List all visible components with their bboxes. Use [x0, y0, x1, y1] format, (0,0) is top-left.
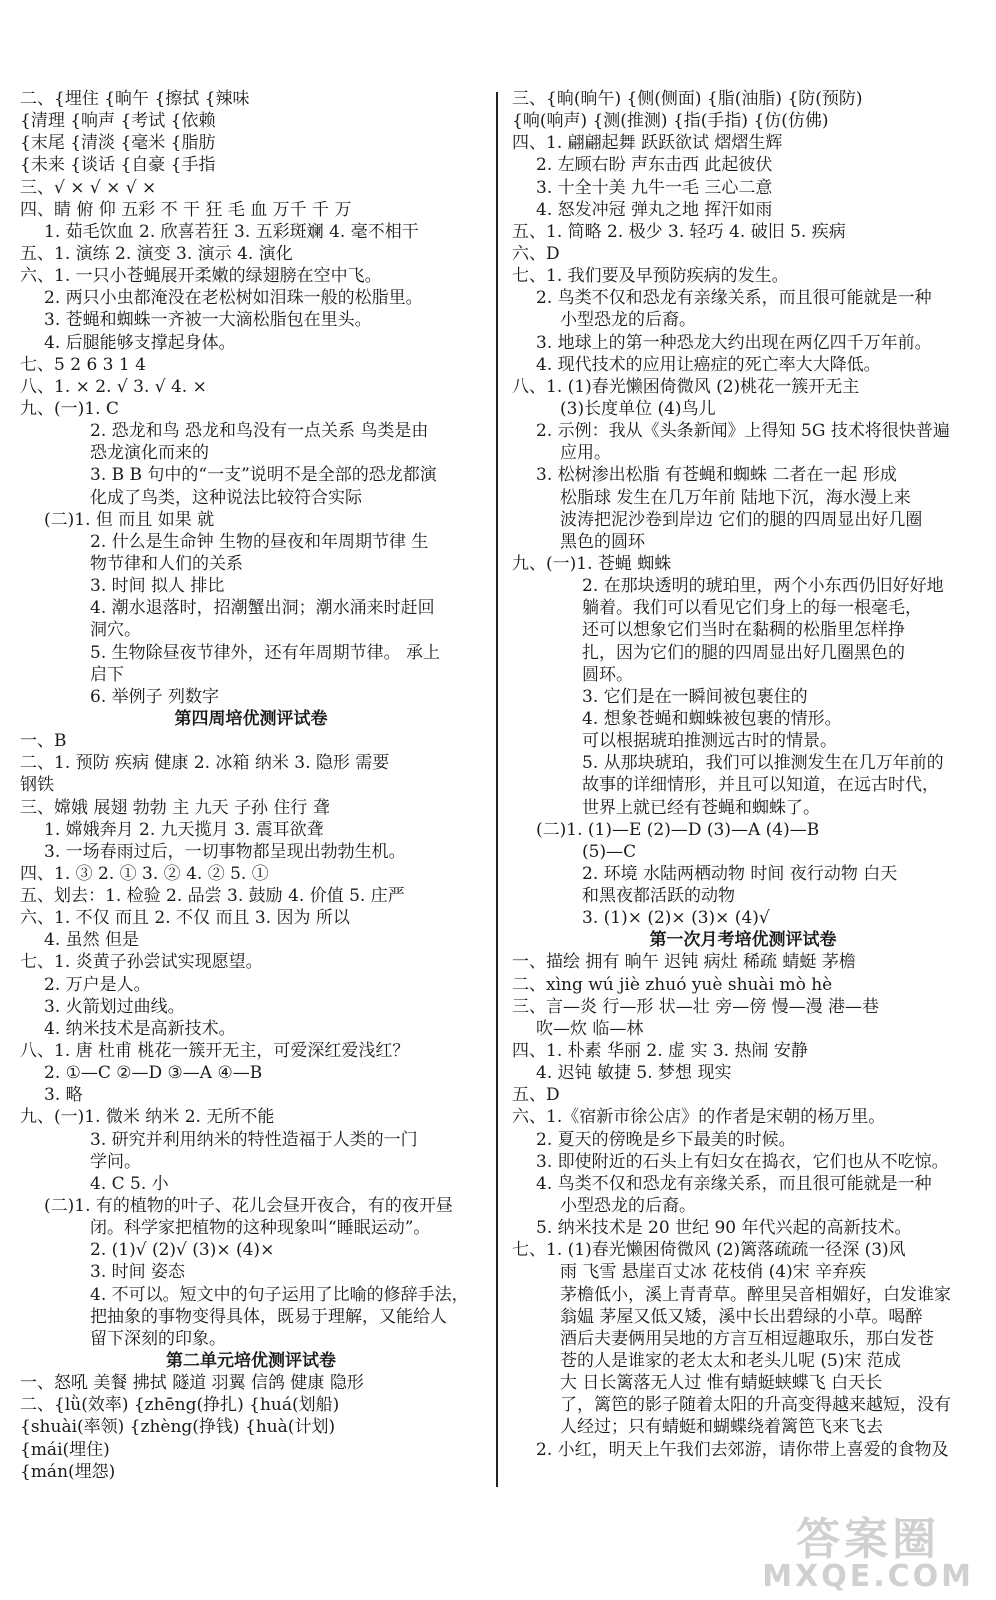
answer-line: 物节律和人们的关系 [90, 553, 243, 574]
answer-line: {shuài(率领) {zhèng(挣钱) {huà(计划) [20, 1417, 336, 1438]
answer-line: 扎，因为它们的腿的四周显出好几圈黑色的 [582, 642, 905, 663]
answer-line: 还可以想象它们当时在黏稠的松脂里怎样挣 [582, 620, 905, 641]
answer-line: {mán(埋怨) [20, 1461, 116, 1482]
watermark-top: 答案圈 [796, 1514, 941, 1565]
answer-line: 2. ①—C ②—D ③—A ④—B [44, 1063, 263, 1084]
answer-line: 2. (1)√ (2)√ (3)× (4)× [90, 1240, 275, 1261]
answer-line: 2. 什么是生命钟 生物的昼夜和年周期节律 生 [90, 531, 429, 552]
answer-line: 2. 两只小虫都淹没在老松树如泪珠一般的松脂里。 [44, 288, 423, 309]
answer-line: 四、1. ③ 2. ① 3. ② 4. ② 5. ① [20, 863, 269, 884]
left-column [20, 88, 482, 1483]
answer-line: 二、xìng wú jiè zhuó yuè shuài mò hè [512, 974, 833, 995]
answer-line: 2. 万户是人。 [44, 974, 151, 995]
answer-line: (二)1. 但 而且 如果 就 [44, 509, 215, 530]
answer-line: 躺着。我们可以看见它们身上的每一根毫毛， [582, 598, 922, 619]
answer-line: 5. 纳米技术是 20 世纪 90 年代兴起的高新技术。 [536, 1218, 912, 1239]
answer-line: 3. 苍蝇和蜘蛛一齐被一大滴松脂包在里头。 [44, 310, 372, 331]
answer-line: 留下深刻的印象。 [90, 1328, 226, 1349]
answer-line: {响(响声) {测(推测) {指(手指) {仿(仿佛) [512, 111, 829, 132]
answer-line: 苍的人是谁家的老太太和老头儿呢 (5)宋 范成 [560, 1351, 901, 1372]
answer-line: 3. 火箭划过曲线。 [44, 996, 185, 1017]
answer-line: 八、1. × 2. √ 3. √ 4. × [20, 376, 207, 397]
answer-line: 八、1. 唐 杜甫 桃花一簇开无主，可爱深红爱浅红？ [20, 1041, 410, 1062]
answer-line: 七、5 2 6 3 1 4 [20, 354, 146, 375]
answer-line: 钢铁 [20, 775, 54, 796]
answer-line: 4. 潮水退落时，招潮蟹出洞；潮水涌来时赶回 [90, 598, 435, 619]
answer-line: 5. 生物除昼夜节律外，还有年周期节律。 承上 [90, 642, 441, 663]
answer-line: 可以根据琥珀推测远古时的情景。 [582, 731, 837, 752]
watermark-logo [762, 1514, 974, 1594]
answer-line: 九、(一)1. 苍蝇 蜘蛛 [512, 553, 672, 574]
answer-line: 闭。科学家把植物的这种现象叫“睡眠运动”。 [90, 1218, 431, 1239]
answer-line: 2. 在那块透明的琥珀里，两个小东西仍旧好好地 [582, 576, 944, 597]
answer-line: 4. 纳米技术是高新技术。 [44, 1018, 236, 1039]
answer-line: 二、{埋住 {晌午 {擦拭 {辣味 [20, 89, 250, 109]
answer-line: 七、1. (1)春光懒困倚微风 (2)篱落疏疏一径深 (3)风 [512, 1240, 906, 1261]
answer-line: 2. 示例：我从《头条新闻》上得知 5G 技术将很快普遍 [536, 421, 950, 442]
answer-line: 六、1.《宿新市徐公店》的作者是宋朝的杨万里。 [512, 1107, 886, 1128]
answer-line: 应用。 [560, 443, 611, 464]
answer-line: 三、嫦娥 展翅 勃勃 主 九天 子孙 住行 聋 [20, 797, 330, 818]
answer-line: 1. 嫦娥奔月 2. 九天揽月 3. 震耳欲聋 [44, 819, 324, 840]
answer-line: 翁媪 茅屋又低又矮，溪中长出碧绿的小草。喝醉 [560, 1306, 923, 1327]
answer-line: 2. 左顾右盼 声东击西 此起彼伏 [536, 155, 773, 176]
answer-line: (二)1. (1)—E (2)—D (3)—A (4)—B [536, 819, 820, 840]
answer-line: {mái(埋住) [20, 1439, 110, 1460]
section-title: 第一次月考培优测评试卷 [649, 930, 837, 951]
answer-line: 学问。 [90, 1151, 141, 1172]
section-title: 第二单元培优测评试卷 [166, 1351, 336, 1372]
answer-line: 启下 [90, 664, 124, 685]
answer-line: 茅檐低小，溪上青青草。醉里吴音相媚好，白发谁家 [560, 1284, 951, 1305]
answer-line: 3. 一场春雨过后，一切事物都呈现出勃勃生机。 [44, 841, 406, 862]
answer-line: 雨 飞雪 悬崖百丈冰 花枝俏 (4)宋 辛弃疾 [560, 1262, 867, 1283]
answer-line: 4. 迟钝 敏捷 5. 梦想 现实 [536, 1063, 732, 1084]
answer-line: (5)—C [582, 841, 637, 862]
answer-line: 3. B B 句中的“一支”说明不是全部的恐龙都演 [90, 465, 437, 486]
answer-line: {清理 {响声 {考试 {依赖 [20, 111, 216, 132]
watermark-bottom: MXQE.COM [762, 1559, 974, 1594]
answer-line: 吹—炊 临—林 [536, 1018, 644, 1039]
answer-line: 四、1. 翩翩起舞 跃跃欲试 熠熠生辉 [512, 133, 783, 154]
answer-line: 2. 小红，明天上午我们去郊游，请你带上喜爱的食物及 [536, 1439, 949, 1460]
answer-line: 3. 时间 姿态 [90, 1262, 186, 1283]
answer-line: 小型恐龙的后裔。 [560, 310, 696, 331]
answer-line: 六、1. 不仅 而且 2. 不仅 而且 3. 因为 所以 [20, 908, 350, 929]
answer-line: 黑色的圆环 [560, 531, 645, 552]
answer-line: 八、1. (1)春光懒困倚微风 (2)桃花一簇开无主 [512, 376, 860, 397]
answer-line: 五、划去：1. 检验 2. 品尝 3. 鼓励 4. 价值 5. 庄严 [20, 886, 405, 907]
answer-line: 2. 环境 水陆两栖动物 时间 夜行动物 白天 [582, 863, 898, 884]
answer-line: 一、描绘 拥有 晌午 迟钝 病灶 稀疏 蜻蜓 茅檐 [512, 952, 856, 973]
answer-line: 3. 十全十美 九牛一毛 三心二意 [536, 177, 773, 198]
answer-line: 三、{晌(晌午) {侧(侧面) {脂(油脂) {防(预防) [512, 89, 863, 109]
answer-line: 把抽象的事物变得具体，既易于理解，又能给人 [90, 1306, 447, 1327]
answer-line: 3. 时间 拟人 排比 [90, 576, 225, 597]
answer-line: 四、睛 俯 仰 五彩 不 干 狂 毛 血 万千 千 万 [20, 199, 352, 220]
answer-line: 世界上就已经有苍蝇和蜘蛛了。 [582, 797, 820, 818]
answer-line: 四、1. 朴素 华丽 2. 虚 实 3. 热闹 安静 [512, 1041, 808, 1062]
answer-line: 圆环。 [582, 664, 633, 685]
answer-line: 3. 松树渗出松脂 有苍蝇和蜘蛛 二者在一起 形成 [536, 465, 897, 486]
answer-line: {未来 {谈话 {自豪 {手指 [20, 155, 216, 176]
answer-line: 大 日长篱落无人过 惟有蜻蜓蛱蝶飞 白天长 [560, 1373, 883, 1394]
answer-line: 3. 略 [44, 1085, 83, 1106]
answer-line: 小型恐龙的后裔。 [560, 1196, 696, 1217]
answer-line: 4. 后腿能够支撑起身体。 [44, 332, 236, 353]
answer-line: 九、(一)1. C [20, 398, 119, 419]
answer-line: 二、{lǜ(效率) {zhēng(挣扎) {huá(划船) [20, 1395, 340, 1416]
answer-line: 九、(一)1. 微米 纳米 2. 无所不能 [20, 1107, 275, 1128]
answer-line: 一、怒吼 美餐 拂拭 隧道 羽翼 信鸽 健康 隐形 [20, 1373, 364, 1394]
answer-line: 了，篱笆的影子随着太阳的升高变得越来越短，没有 [560, 1395, 951, 1416]
column-divider [496, 92, 498, 1487]
answer-line: 4. 怒发冲冠 弹丸之地 挥汗如雨 [536, 199, 773, 220]
answer-line: 2. 恐龙和鸟 恐龙和鸟没有一点关系 鸟类是由 [90, 421, 429, 442]
answer-line: 五、1. 简略 2. 极少 3. 轻巧 4. 破旧 5. 疾病 [512, 221, 846, 242]
answer-line: 4. 虽然 但是 [44, 930, 140, 951]
answer-line: 三、言—炎 行—形 状—壮 旁—傍 慢—漫 港—巷 [512, 996, 880, 1017]
answer-line: 1. 茹毛饮血 2. 欣喜若狂 3. 五彩斑斓 4. 毫不相干 [44, 221, 419, 242]
section-title: 第四周培优测评试卷 [174, 708, 328, 729]
answer-line: 4. C 5. 小 [90, 1173, 169, 1194]
answer-line: 6. 举例子 列数字 [90, 686, 220, 707]
answer-line: 洞穴。 [90, 620, 141, 641]
answer-line: 3. 地球上的第一种恐龙大约出现在两亿四千万年前。 [536, 332, 932, 353]
answer-line: 六、1. 一只小苍蝇展开柔嫩的绿翅膀在空中飞。 [20, 266, 382, 287]
answer-line: 3. 研究并利用纳米的特性造福于人类的一门 [90, 1129, 418, 1150]
answer-line: 七、1. 炎黄子孙尝试实现愿望。 [20, 952, 263, 973]
answer-line: 松脂球 发生在几万年前 陆地下沉，海水漫上来 [560, 487, 911, 508]
answer-line: 恐龙演化而来的 [90, 443, 209, 464]
answer-line: 3. 它们是在一瞬间被包裹住的 [582, 686, 808, 707]
answer-line: 3. (1)× (2)× (3)× (4)√ [582, 908, 770, 929]
answer-line: 五、D [512, 1085, 560, 1106]
answer-line: 人经过；只有蜻蜓和蝴蝶绕着篱笆飞来飞去 [560, 1417, 883, 1438]
answer-line: 和黑夜都活跃的动物 [582, 886, 735, 907]
answer-line: 化成了鸟类，这种说法比较符合实际 [90, 487, 362, 508]
answer-line: 4. 现代技术的应用让癌症的死亡率大大降低。 [536, 354, 881, 375]
answer-line: 4. 想象苍蝇和蜘蛛被包裹的情形。 [582, 708, 842, 729]
answer-line: (二)1. 有的植物的叶子、花儿会昼开夜合，有的夜开昼 [44, 1196, 453, 1217]
answer-line: 一、B [20, 731, 67, 752]
answer-line: 故事的详细情形，并且可以知道，在远古时代， [582, 775, 939, 796]
answer-line: 2. 鸟类不仅和恐龙有亲缘关系，而且很可能就是一种 [536, 288, 932, 309]
answer-line: 三、√ × √ × √ × [20, 177, 157, 198]
answer-line: 4. 鸟类不仅和恐龙有亲缘关系，而且很可能就是一种 [536, 1173, 932, 1194]
answer-line: 3. 即使附近的石头上有妇女在捣衣，它们也从不吃惊。 [536, 1151, 949, 1172]
answer-line: 5. 从那块琥珀，我们可以推测发生在几万年前的 [582, 753, 944, 774]
answer-line: 五、1. 演练 2. 演变 3. 演示 4. 演化 [20, 243, 293, 264]
answer-line: 二、1. 预防 疾病 健康 2. 冰箱 纳米 3. 隐形 需要 [20, 753, 390, 774]
answer-line: 酒后夫妻俩用吴地的方言互相逗趣取乐，那白发苍 [560, 1328, 934, 1349]
answer-line: 六、D [512, 243, 560, 264]
answer-line: {末尾 {清淡 {毫米 {脂肪 [20, 133, 216, 154]
answer-line: 4. 不可以。短文中的句子运用了比喻的修辞手法， [90, 1284, 469, 1305]
answer-line: 七、1. 我们要及早预防疾病的发生。 [512, 266, 789, 287]
answer-line: 波涛把泥沙卷到岸边 它们的腿的四周显出好几圈 [560, 509, 923, 530]
right-column [512, 88, 974, 1461]
answer-line: 2. 夏天的傍晚是乡下最美的时候。 [536, 1129, 796, 1150]
answer-line: (3)长度单位 (4)鸟儿 [560, 398, 716, 419]
